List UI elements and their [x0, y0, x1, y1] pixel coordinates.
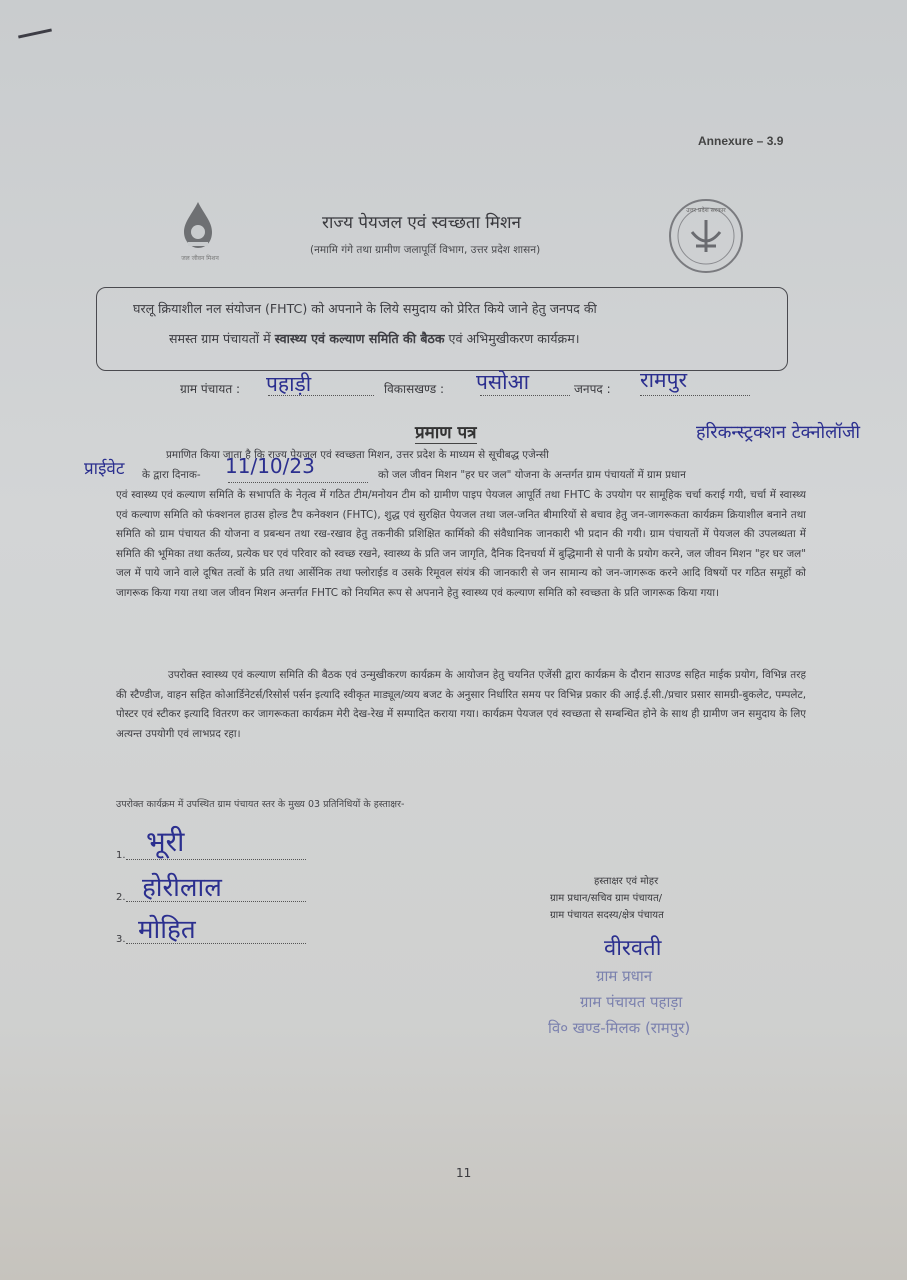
signatory-line3: ग्राम पंचायत सदस्य/क्षेत्र पंचायत	[550, 910, 664, 921]
para1-line1: प्रमाणित किया जाता है कि राज्य पेयजल एवं स्वच्छता मिशन, उत्तर प्रदेश के माध्यम से सूचीबद्ध एजेन्सी	[166, 449, 549, 461]
official-stamp	[548, 966, 748, 1056]
mission-title: राज्य पेयजल एवं स्वच्छता मिशन	[322, 213, 521, 233]
gram-panchayat-value: पहाड़ी	[266, 372, 312, 396]
signature-num: 2.	[116, 892, 126, 903]
district-dots	[640, 395, 750, 396]
pradhan-signature: वीरवती	[604, 936, 662, 961]
district-label: जनपद :	[574, 382, 611, 396]
signature-row-1	[116, 825, 316, 870]
date-handwritten: 11/10/23	[225, 454, 315, 478]
signature-row-2	[116, 873, 316, 912]
pvt-handwritten: प्राईवेट	[84, 459, 125, 479]
stamp-line3: वि० खण्ड-मिलक (रामपुर)	[548, 1019, 691, 1037]
signature-name: मोहित	[138, 915, 196, 945]
program-box	[96, 287, 788, 371]
program-line1: घरलू क्रियाशील नल संयोजन (FHTC) को अपनाने के लिये समुदाय को प्रेरित किये जाने हेतु जनपद की	[133, 301, 597, 316]
seal-text: उत्तर प्रदेश सरकार	[686, 207, 726, 214]
annexure-label: Annexure – 3.9	[698, 134, 784, 148]
para1-body: एवं स्वास्थ्य एवं कल्याण समिति के सभापति के नेतृत्व में गठित टीम/मनोयन टीम को ग्रामीण पाइप पेयजल आपूर्ति तथा FHTC के उपयोग पर सामूहिक चर्चा कराई गयी, चर्चा में स्वास्थ्य एवं कल्याण समिति को फंक्शनल हाउस होल्ड टैप कनेक्शन (FHTC), शुद्ध एवं सुरक्षित पेयजल तथा जल-जनित बीमारियों से बचाव हेतु जन-जागरूकता कार्यक्रम क्रियाशील बनाने तथा समिति को ग्राम पंचायत की योजना व प्रबन्धन तथा रख-रखाव हेतु तकनीकी प्रशिक्षित कार्मिको की संवैधानिक जानकारी भी प्रदान की गयी। ग्राम पंचायतों में पेयजल की उपलब्धता में समिति की भूमिका तथा कर्तव्य, प्रत्येक घर एवं परिवार को स्वच्छ रखने, स्वास्थ्य के प्रति जन जागृति, दैनिक दिनचर्या में बुद्धिमानी से पानी के प्रयोग करने, जल जीवन मिशन "हर घर जल" जल में पाये जाने वाले दूषित तत्वों के प्रति तथा आर्सेनिक तथा फ्लोराईड व उसके रिमूवल संयंत्र की जानकारी से जन सामान्य को जन-जागरूक करने आदि विषयों पर गठित समूहों को जागरूक किया गया तथा जल जीवन मिशन अन्तर्गत FHTC को नियमित रूप से अपनाने हेतु स्वास्थ्य एवं कल्याण समिति को स्वच्छता के प्रति जागरूक किया गया।	[116, 489, 806, 599]
signatory-line2: ग्राम प्रधान/सचिव ग्राम पंचायत/	[550, 893, 663, 904]
block-dots	[480, 395, 570, 396]
stamp-line1: ग्राम प्रधान	[596, 967, 653, 985]
signature-name: होरीलाल	[142, 873, 222, 903]
program-line2-prefix: समस्त ग्राम पंचायतों में	[169, 331, 275, 346]
signature-num: 1.	[116, 850, 126, 861]
gram-panchayat-label: ग्राम पंचायत :	[180, 382, 241, 396]
program-line2-bold: स्वास्थ्य एवं कल्याण समिति की बैठक	[274, 331, 445, 346]
para1-line2-a: के द्वारा दिनाक-	[142, 469, 201, 481]
date-dots	[228, 482, 368, 483]
para1-line2-b: को जल जीवन मिशन "हर घर जल" योजना के अन्तर्गत ग्राम पंचायतों में ग्राम प्रधान	[378, 469, 686, 481]
signature-num: 3.	[116, 934, 126, 945]
gram-panchayat-dots	[268, 395, 374, 396]
program-line2	[169, 330, 580, 347]
mission-subtitle: (नमामि गंगे तथा ग्रामीण जलापूर्ति विभाग, उत्तर प्रदेश शासन)	[310, 244, 541, 256]
representatives-intro: उपरोक्त कार्यक्रम में उपस्थित ग्राम पंचायत स्तर के मुख्य 03 प्रतिनिधियों के हस्ताक्षर-	[116, 799, 405, 810]
agency-name-handwritten: हरिकन्स्ट्रक्शन टेक्नोलॉजी	[696, 422, 861, 443]
left-logo-caption: जल जीवन मिशन	[181, 255, 219, 262]
pen-mark	[18, 28, 52, 38]
block-value: पसोआ	[476, 370, 530, 394]
signature-name: भूरी	[146, 825, 185, 858]
jal-jeevan-mission-logo	[168, 198, 232, 270]
signatory-line1: हस्ताक्षर एवं मोहर	[594, 876, 659, 887]
district-value: रामपुर	[640, 368, 688, 392]
para2-body: उपरोक्त स्वास्थ्य एवं कल्याण समिति की बैठक एवं उन्मुखीकरण कार्यक्रम के आयोजन हेतु चयनित एजेंसी द्वारा कार्यक्रम के दौरान साउण्ड सहित माईक प्रयोग, विभिन्न तरह की स्टैण्डीज, वाहन सहित कोआर्डिनेटर्स/रिसोर्स पर्सन इत्यादि स्वीकृत माड्यूल/व्यय बजट के अनुसार निर्धारित समय पर विभिन्न प्रकार की आई.ई.सी./प्रचार प्रसार सामग्री-बुकलेट, पम्पलेट, पोस्टर एवं स्टीकर इत्यादि वितरण कर जागरूकता कार्यक्रम मेरी देख-रेख में सम्पादित कराया गया। कार्यक्रम पेयजल एवं स्वच्छता से सम्बन्धित होने के साथ ही ग्रामीण जन समुदाय के लिए अत्यन्त उपयोगी एवं लाभप्रद रहा।	[116, 669, 806, 740]
program-line2-suffix: एवं अभिमुखीकरण कार्यक्रम।	[444, 331, 580, 346]
stamp-line2: ग्राम पंचायत पहाड़ा	[580, 993, 683, 1011]
up-government-seal	[666, 196, 746, 276]
certificate-heading: प्रमाण पत्र	[415, 420, 477, 444]
block-label: विकासखण्ड :	[384, 382, 445, 396]
page-number: 11	[456, 1166, 472, 1180]
signature-row-3	[116, 915, 316, 954]
